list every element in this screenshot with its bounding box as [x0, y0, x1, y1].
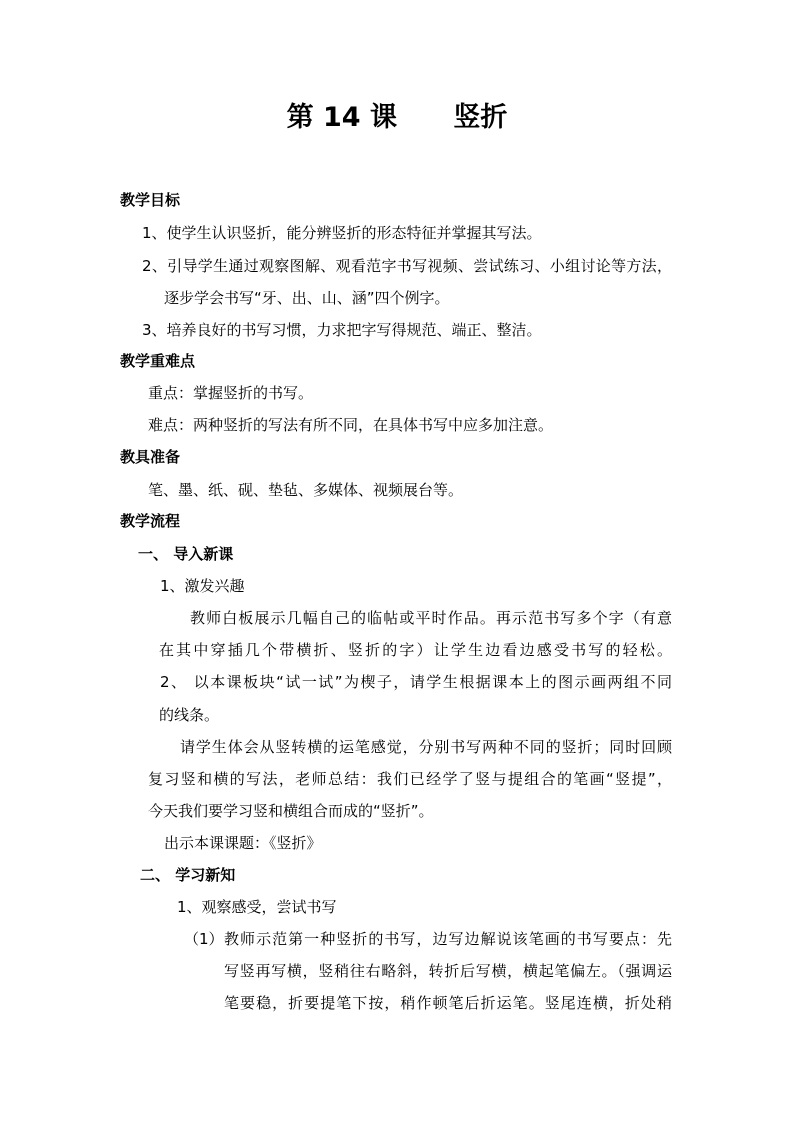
key-point-line: 难点：两种竖折的写法有所不同，在具体书写中应多加注意。 — [148, 416, 554, 434]
body-line: 请学生体会从竖转横的运笔感觉，分别书写两种不同的竖折；同时回顾 — [180, 738, 672, 756]
materials-line: 笔、墨、纸、砚、垫毡、多媒体、视频展台等。 — [148, 481, 464, 499]
sub-step-line: 1、观察感受，尝试书写 — [177, 898, 337, 916]
body-line: 的线条。 — [159, 706, 220, 724]
list-marker: （1） — [184, 930, 224, 948]
objective-line: 2、引导学生通过观察图解、观看范字书写视频、尝试练习、小组讨论等方法， — [142, 257, 672, 275]
body-line: 出示本课课题：《竖折》 — [164, 834, 322, 852]
objective-line: 逐步学会书写“牙、出、山、涵”四个例字。 — [164, 289, 450, 307]
section-heading-materials: 教具准备 — [120, 448, 181, 466]
step-heading: 一、 导入新课 — [138, 545, 234, 563]
body-line: 笔要稳，折要提笔下按，稍作顿笔后折运笔。竖尾连横，折处稍 — [224, 994, 672, 1012]
section-heading-procedure: 教学流程 — [120, 512, 181, 530]
sub-step-line: 1、激发兴趣 — [160, 577, 245, 595]
key-point-line: 重点：掌握竖折的书写。 — [148, 384, 314, 402]
objective-line: 3、培养良好的书写习惯，力求把字写得规范、端正、整洁。 — [142, 321, 542, 339]
objective-line: 1、使学生认识竖折，能分辨竖折的形态特征并掌握其写法。 — [142, 224, 542, 242]
body-line: 2、 以本课板块“试一试”为楔子，请学生根据课本上的图示画两组不同 — [160, 673, 672, 691]
body-line: 教师示范第一种竖折的书写，边写边解说该笔画的书写要点：先 — [224, 930, 672, 948]
section-heading-key-points: 教学重难点 — [120, 352, 196, 370]
body-line: 写竖再写横，竖稍往右略斜，转折后写横，横起笔偏左。（强调运 — [224, 962, 672, 980]
lesson-title: 第 14 课 竖折 — [286, 102, 508, 133]
body-line: 复习竖和横的写法，老师总结：我们已经学了竖与提组合的笔画“竖提”， — [148, 770, 672, 788]
body-line: 在其中穿插几个带横折、竖折的字）让学生边看边感受书写的轻松。 — [159, 641, 672, 659]
section-heading-objectives: 教学目标 — [120, 191, 181, 209]
step-heading: 二、 学习新知 — [140, 866, 236, 884]
body-line: 教师白板展示几幅自己的临帖或平时作品。再示范书写多个字（有意 — [190, 609, 672, 627]
body-line: 今天我们要学习竖和横组合而成的“竖折”。 — [148, 802, 434, 820]
